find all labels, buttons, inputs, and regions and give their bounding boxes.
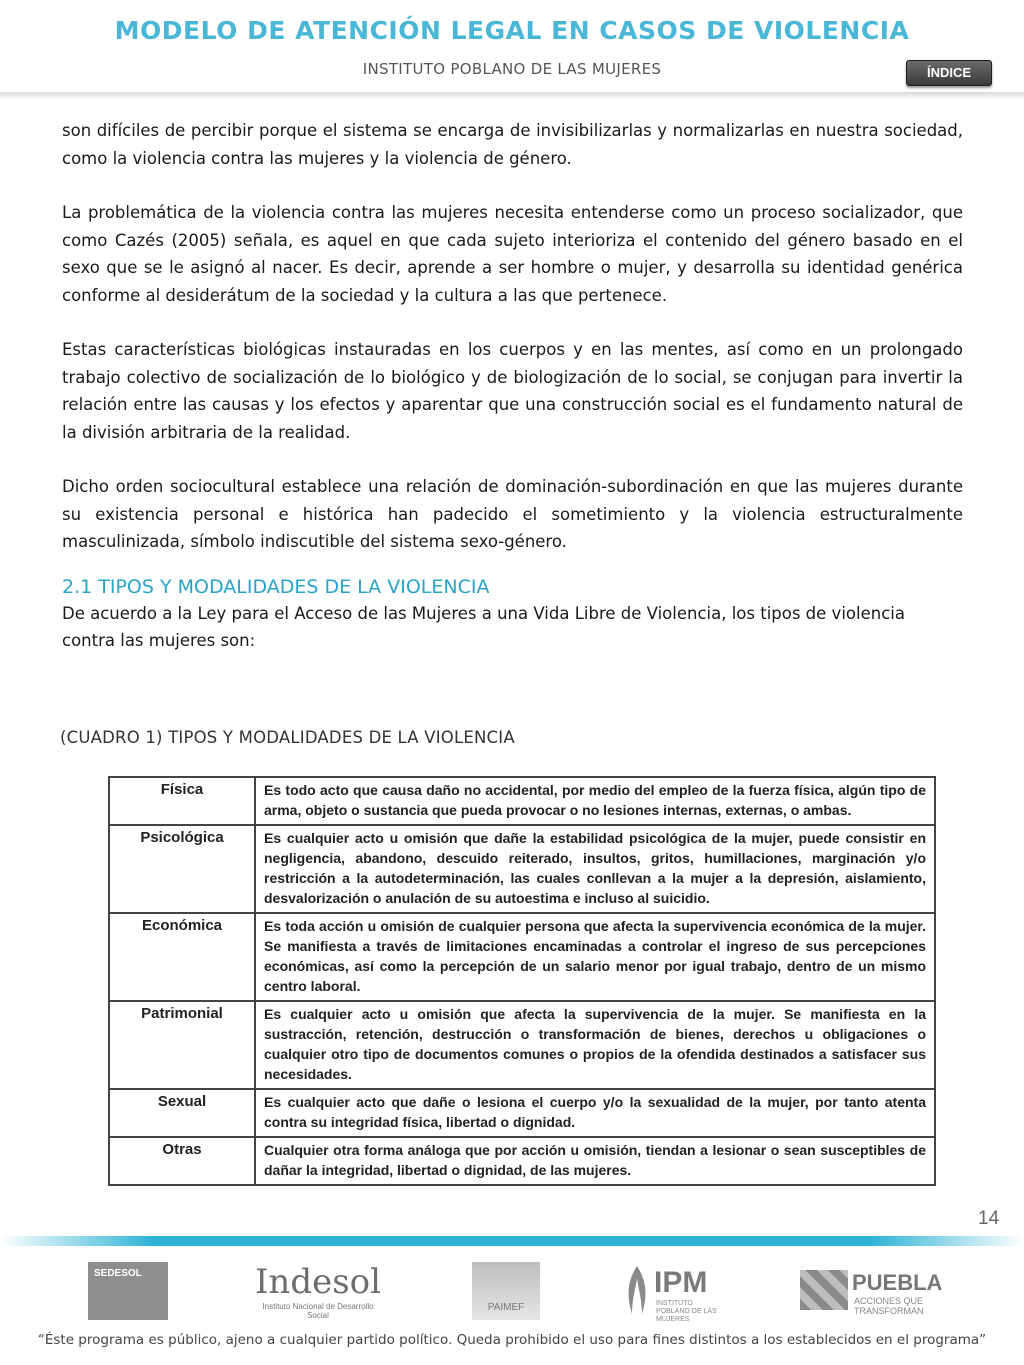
table-caption: (CUADRO 1) TIPOS Y MODALIDADES DE LA VIOLENCIA — [60, 728, 515, 747]
violence-type-cell: Psicológica — [109, 825, 255, 913]
indesol-logo-text: Indesol — [254, 1262, 381, 1302]
header-divider — [0, 92, 1024, 100]
violence-type-cell: Económica — [109, 913, 255, 1001]
puebla-logo-text: PUEBLA — [852, 1270, 943, 1295]
page-number: 14 — [978, 1208, 1000, 1229]
violence-type-cell: Otras — [109, 1137, 255, 1185]
ipm-logo-text: IPM — [654, 1266, 708, 1299]
paragraph: La problemática de la violencia contra las mujeres necesita entenderse como un proceso socializador, que como Cazés (2005) señala, es aquel en que cada sujeto interioriza el contenido del género basado en el sexo que se le asignó al nacer. Es decir, aprende a ser hombre o mujer, y desarrolla su identidad genérica conforme al desiderátum de la sociedad y la cultura a las que pertenece. — [62, 203, 963, 305]
violence-description-cell: Cualquier otra forma análoga que por acción u omisión, tiendan a lesionar o sean susceptibles de dañar la integridad, libertad o dignidad, de las mujeres. — [255, 1137, 935, 1185]
section-intro: De acuerdo a la Ley para el Acceso de las Mujeres a una Vida Libre de Violencia, los tipos de violencia contra las mujeres son: — [62, 603, 905, 650]
paimef-logo-text: PAIMEF — [487, 1302, 525, 1313]
footer-disclaimer: “Éste programa es público, ajeno a cualquier partido político. Queda prohibido el uso para fines distintos a los establecidos en el programa” — [37, 1332, 987, 1348]
sedesol-logo — [88, 1262, 168, 1320]
paragraph: Dicho orden sociocultural establece una relación de dominación-subordinación en que las mujeres durante su existencia personal e histórica han padecido el sometimiento y la violencia estructuralmente masculinizada, símbolo indiscutible del sistema sexo-género. — [62, 477, 963, 551]
puebla-logo-subtext: ACCIONES QUE TRANSFORMAN — [854, 1296, 924, 1316]
table-row — [109, 777, 935, 825]
violence-type-cell: Física — [109, 777, 255, 825]
table-row — [109, 1001, 935, 1089]
sedesol-logo-text: SEDESOL — [94, 1268, 142, 1279]
violence-description-cell: Es cualquier acto u omisión que afecta la supervivencia de la mujer. Se manifiesta en la sustracción, retención, destrucción o transformación de bienes, derechos u obligaciones o cualquier otro tipo de documentos comunes o propios de la ofendida destinados a satisfacer sus necesidades. — [255, 1001, 935, 1089]
ipm-flame-icon — [622, 1264, 652, 1316]
table-row — [109, 1089, 935, 1137]
paimef-logo — [472, 1262, 540, 1320]
violence-description-cell: Es todo acto que causa daño no accidental, por medio del empleo de la fuerza física, algún tipo de arma, objeto o sustancia que pueda provocar o no lesiones internas, externas, o ambas. — [255, 777, 935, 825]
paragraph: son difíciles de percibir porque el sistema se encarga de invisibilizarlas y normalizarlas en nuestra sociedad, como la violencia contra las mujeres y la violencia de género. — [62, 121, 963, 168]
violence-description-cell: Es cualquier acto que dañe o lesiona el cuerpo y/o la sexualidad de la mujer, por tanto atenta contra su integridad física, libertad o dignidad. — [255, 1089, 935, 1137]
violence-type-cell: Sexual — [109, 1089, 255, 1137]
puebla-logo — [800, 1262, 943, 1320]
main-content — [62, 117, 963, 685]
violence-types-table — [108, 776, 936, 1186]
table-row — [109, 1137, 935, 1185]
violence-type-cell: Patrimonial — [109, 1001, 255, 1089]
violence-description-cell: Es toda acción u omisión de cualquier persona que afecta la supervivencia económica de la mujer. Se manifiesta a través de limitaciones encaminadas a controlar el ingreso de sus percepciones económicas, así como la percepción de un salario menor por igual trabajo, dentro de un mismo centro laboral. — [255, 913, 935, 1001]
ipm-logo-subtext: INSTITUTO POBLANO DE LAS MUJERES — [656, 1300, 717, 1323]
indesol-logo-subtext: Instituto Nacional de Desarrollo Social — [262, 1302, 374, 1320]
paragraph: Estas características biológicas instauradas en los cuerpos y en las mentes, así como en un prolongado trabajo colectivo de socialización de lo biológico y de biologización de lo social, se conjugan para invertir la relación entre las causas y los efectos y aparentar que una construcción social es el fundamento natural de la división arbitraria de la realidad. — [62, 340, 963, 442]
indesol-logo — [252, 1262, 384, 1320]
section-heading: 2.1 TIPOS Y MODALIDADES DE LA VIOLENCIA — [62, 575, 490, 598]
footer-divider — [0, 1236, 1024, 1246]
institute-subtitle: INSTITUTO POBLANO DE LAS MUJERES — [362, 60, 662, 78]
document-title: MODELO DE ATENCIÓN LEGAL EN CASOS DE VIOLENCIA — [114, 16, 910, 45]
ipm-logo — [622, 1262, 740, 1323]
table-row — [109, 913, 935, 1001]
sponsor-logos — [0, 1262, 1024, 1322]
puebla-emblem-icon — [800, 1270, 848, 1310]
index-button[interactable]: ÍNDICE — [906, 60, 992, 86]
table-row — [109, 825, 935, 913]
violence-description-cell: Es cualquier acto u omisión que dañe la estabilidad psicológica de la mujer, puede consistir en negligencia, abandono, descuido reiterado, insultos, gritos, humillaciones, marginación y/o restricción a la autodeterminación, las cuales conllevan a la mujer a la depresión, aislamiento, desvalorización o anulación de su autoestima e incluso al suicidio. — [255, 825, 935, 913]
